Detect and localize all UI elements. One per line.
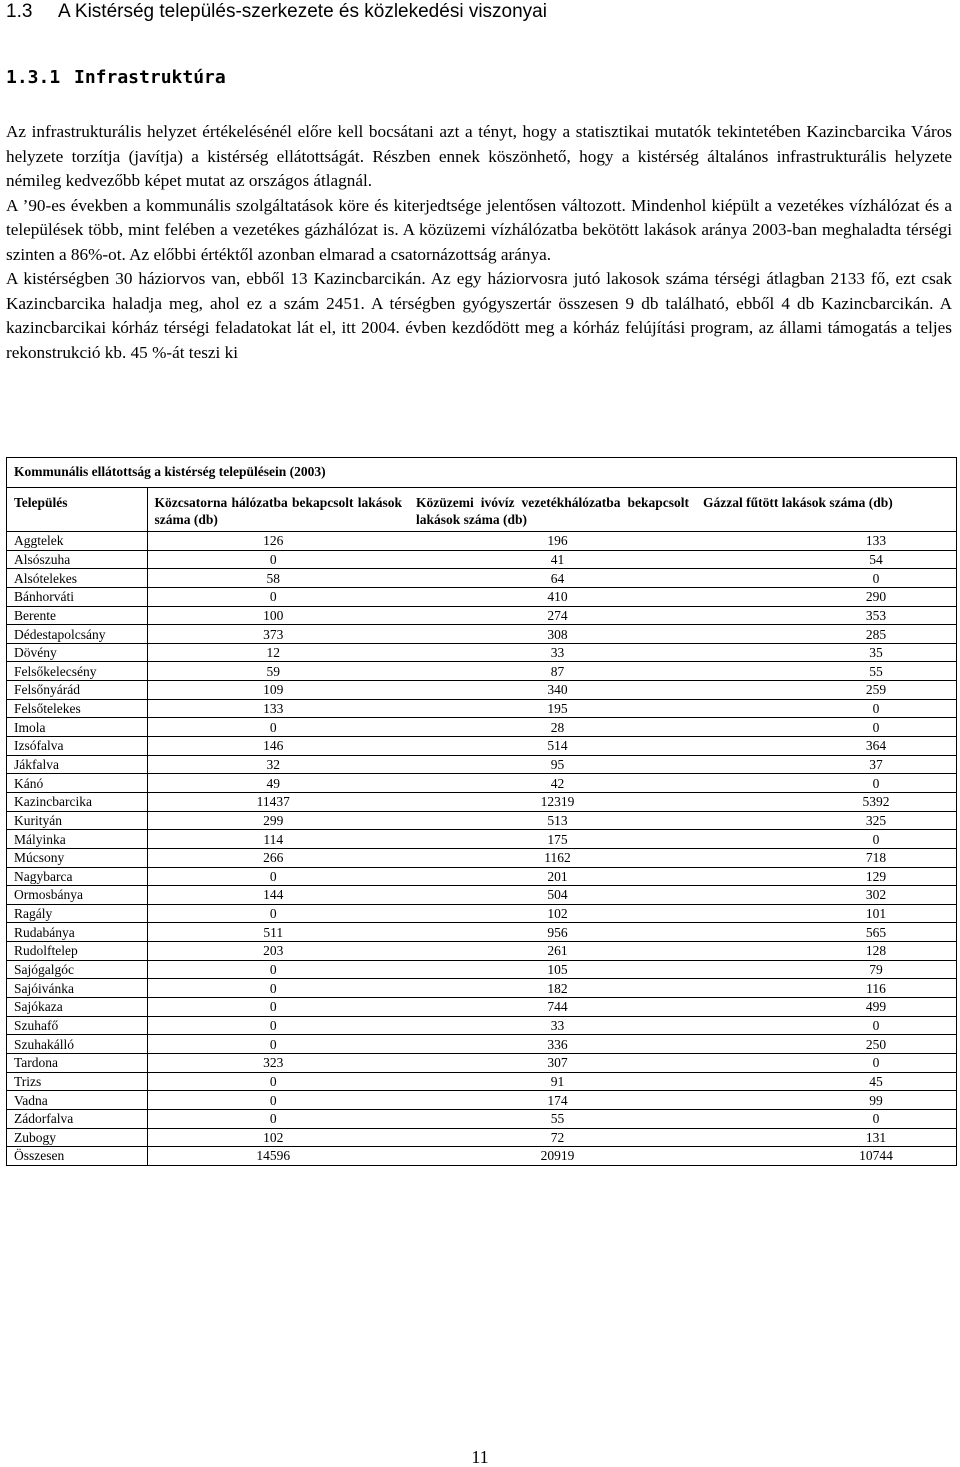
table-row [7,755,956,774]
cell-settlement: Ragály [7,904,147,923]
table-row [7,718,956,737]
cell-water: 513 [409,811,696,830]
cell-settlement: Aggtelek [7,532,147,551]
cell-water: 182 [409,979,696,998]
cell-gas: 131 [696,1128,956,1147]
cell-sewer: 0 [147,979,409,998]
cell-sewer: 114 [147,830,409,849]
cell-sewer: 0 [147,1035,409,1054]
cell-gas: 259 [696,681,956,700]
table-row [7,1109,956,1128]
cell-gas: 353 [696,606,956,625]
cell-water: 410 [409,587,696,606]
cell-settlement: Izsófalva [7,737,147,756]
cell-water: 55 [409,1109,696,1128]
cell-sewer: 266 [147,848,409,867]
cell-water: 744 [409,998,696,1017]
table-row [7,998,956,1017]
cell-sewer: 146 [147,737,409,756]
cell-sewer: 0 [147,1109,409,1128]
cell-sewer: 126 [147,532,409,551]
cell-gas: 0 [696,1109,956,1128]
cell-sewer: 203 [147,942,409,961]
cell-gas: 565 [696,923,956,942]
cell-water: 1162 [409,848,696,867]
cell-water: 33 [409,643,696,662]
cell-water: 174 [409,1091,696,1110]
body-text [6,120,952,365]
cell-sewer: 0 [147,1016,409,1035]
cell-water: 72 [409,1128,696,1147]
cell-sewer: 299 [147,811,409,830]
table-row [7,904,956,923]
cell-settlement: Berente [7,606,147,625]
cell-settlement: Kurityán [7,811,147,830]
table-row [7,737,956,756]
cell-settlement: Zádorfalva [7,1109,147,1128]
cell-settlement: Mályinka [7,830,147,849]
communal-services-table [6,457,957,1166]
table-row [7,699,956,718]
cell-settlement: Sajóivánka [7,979,147,998]
cell-gas: 0 [696,718,956,737]
column-header-sewer: Közcsatorna hálózatba bekapcsolt lakások száma (db) [154,495,402,527]
cell-gas: 37 [696,755,956,774]
cell-settlement: Trizs [7,1072,147,1091]
cell-settlement: Felsőnyárád [7,681,147,700]
cell-water: 41 [409,550,696,569]
cell-sewer: 14596 [147,1147,409,1165]
table-row [7,1128,956,1147]
cell-gas: 5392 [696,792,956,811]
cell-settlement: Jákfalva [7,755,147,774]
cell-settlement: Zubogy [7,1128,147,1147]
table-row [7,848,956,867]
table-caption: Kommunális ellátottság a kistérség településein (2003) [7,458,956,488]
cell-settlement: Szuhakálló [7,1035,147,1054]
cell-settlement: Vadna [7,1091,147,1110]
section-heading [6,0,547,24]
cell-settlement: Rudolftelep [7,942,147,961]
section-title: A Kistérség település-szerkezete és közlekedési viszonyai [58,1,547,22]
cell-water: 87 [409,662,696,681]
cell-gas: 128 [696,942,956,961]
table-row [7,1035,956,1054]
cell-sewer: 100 [147,606,409,625]
cell-settlement: Rudabánya [7,923,147,942]
cell-gas: 0 [696,830,956,849]
cell-water: 504 [409,886,696,905]
cell-sewer: 0 [147,998,409,1017]
table-header-row [7,488,956,532]
cell-water: 42 [409,774,696,793]
cell-settlement: Kazincbarcika [7,792,147,811]
table-row [7,1147,956,1165]
cell-water: 261 [409,942,696,961]
cell-settlement: Kánó [7,774,147,793]
subsection-number: 1.3.1 [6,67,61,88]
cell-water: 105 [409,960,696,979]
cell-water: 956 [409,923,696,942]
cell-gas: 302 [696,886,956,905]
cell-sewer: 373 [147,625,409,644]
cell-water: 307 [409,1053,696,1072]
cell-sewer: 323 [147,1053,409,1072]
cell-water: 91 [409,1072,696,1091]
cell-sewer: 58 [147,569,409,588]
cell-gas: 499 [696,998,956,1017]
cell-water: 12319 [409,792,696,811]
cell-settlement: Múcsony [7,848,147,867]
cell-sewer: 0 [147,550,409,569]
cell-water: 20919 [409,1147,696,1165]
cell-gas: 101 [696,904,956,923]
cell-gas: 0 [696,569,956,588]
cell-gas: 55 [696,662,956,681]
table-row [7,923,956,942]
cell-gas: 54 [696,550,956,569]
cell-gas: 0 [696,1053,956,1072]
table-row [7,587,956,606]
subsection-title: Infrastruktúra [74,67,226,88]
cell-settlement: Nagybarca [7,867,147,886]
cell-water: 195 [409,699,696,718]
cell-settlement: Felsőtelekes [7,699,147,718]
paragraph: A kistérségben 30 háziorvos van, ebből 13 Kazincbarcikán. Az egy háziorvosra jutó lakosok száma térségi átlagban 2133 fő, ezt csak Kazincbarcika haladja meg, ahol ez a szám 2451. A térségben gyógyszertár összesen 9 db található, ebből 4 db Kazincbarcikán. A kazincbarcikai kórház térségi feladatokat lát el, itt 2004. évben kezdődött meg a kórház felújítási program, az állami támogatás a teljes rekonstrukció kb. 45 %-át teszi ki [6,269,952,362]
cell-sewer: 133 [147,699,409,718]
cell-water: 28 [409,718,696,737]
cell-sewer: 0 [147,587,409,606]
cell-gas: 364 [696,737,956,756]
cell-sewer: 12 [147,643,409,662]
cell-sewer: 0 [147,718,409,737]
cell-sewer: 0 [147,1072,409,1091]
column-header-gas: Gázzal fűtött lakások száma (db) [703,495,893,510]
cell-gas: 116 [696,979,956,998]
cell-sewer: 0 [147,867,409,886]
cell-water: 340 [409,681,696,700]
cell-water: 308 [409,625,696,644]
cell-water: 201 [409,867,696,886]
table-row [7,886,956,905]
table-row [7,960,956,979]
cell-gas: 10744 [696,1147,956,1165]
cell-settlement: Bánhorváti [7,587,147,606]
cell-gas: 79 [696,960,956,979]
table-row [7,550,956,569]
cell-sewer: 0 [147,960,409,979]
cell-water: 33 [409,1016,696,1035]
paragraph: A ’90-es években a kommunális szolgáltatások köre és kiterjedtsége jelentősen változott. Mindenhol kiépült a vezetékes vízhálózat és a települések több, mint felében a vezetékes gázhálózat is. A közüzemi vízhálózatba bekötött lakások aránya 2003-ban meghaladta térségi szinten a 86%-ot. Az előbbi értéktől azonban elmarad a csatornázottság aránya. [6,195,952,264]
cell-settlement: Tardona [7,1053,147,1072]
cell-sewer: 0 [147,1091,409,1110]
cell-water: 175 [409,830,696,849]
table-row [7,811,956,830]
cell-sewer: 59 [147,662,409,681]
cell-water: 514 [409,737,696,756]
cell-gas: 250 [696,1035,956,1054]
cell-gas: 45 [696,1072,956,1091]
cell-gas: 0 [696,774,956,793]
cell-water: 95 [409,755,696,774]
cell-gas: 285 [696,625,956,644]
cell-sewer: 109 [147,681,409,700]
cell-sewer: 144 [147,886,409,905]
table-row [7,942,956,961]
cell-gas: 35 [696,643,956,662]
cell-sewer: 102 [147,1128,409,1147]
cell-water: 196 [409,532,696,551]
column-header-settlement: Település [7,488,147,532]
cell-gas: 325 [696,811,956,830]
cell-sewer: 11437 [147,792,409,811]
cell-water: 64 [409,569,696,588]
table-row [7,774,956,793]
cell-settlement: Dövény [7,643,147,662]
table-row [7,1053,956,1072]
table-row [7,662,956,681]
table-row [7,625,956,644]
page-number: 11 [471,1447,489,1467]
cell-water: 274 [409,606,696,625]
cell-settlement: Sajógalgóc [7,960,147,979]
cell-settlement: Alsótelekes [7,569,147,588]
paragraph: Az infrastrukturális helyzet értékelésénél előre kell bocsátani azt a tényt, hogy a statisztikai mutatók tekintetében Kazincbarcika Város helyzete torzítja (javítja) a kistérség ellátottságát. Részben ennek köszönhető, hogy a kistérség általános infrastrukturális helyzete némileg kedvezőbb képet mutat az országos átlagnál. [6,122,952,190]
cell-gas: 718 [696,848,956,867]
cell-water: 336 [409,1035,696,1054]
table-row [7,830,956,849]
cell-settlement: Ormosbánya [7,886,147,905]
table-row [7,1016,956,1035]
cell-sewer: 511 [147,923,409,942]
table-row [7,569,956,588]
table-row [7,979,956,998]
cell-settlement: Szuhafő [7,1016,147,1035]
section-number: 1.3 [6,1,33,22]
table-row [7,681,956,700]
table-row [7,606,956,625]
subsection-heading [6,66,226,90]
cell-settlement: Felsőkelecsény [7,662,147,681]
cell-gas: 133 [696,532,956,551]
cell-sewer: 49 [147,774,409,793]
cell-sewer: 32 [147,755,409,774]
cell-settlement: Alsószuha [7,550,147,569]
cell-settlement: Összesen [7,1147,147,1165]
column-header-water: Közüzemi ivóvíz vezetékhálózatba bekapcsolt lakások száma (db) [416,495,689,527]
data-table [7,488,956,1165]
table-row [7,792,956,811]
table-row [7,532,956,551]
cell-gas: 0 [696,699,956,718]
cell-sewer: 0 [147,904,409,923]
table-row [7,1091,956,1110]
cell-settlement: Imola [7,718,147,737]
cell-settlement: Sajókaza [7,998,147,1017]
cell-gas: 0 [696,1016,956,1035]
table-row [7,643,956,662]
cell-gas: 290 [696,587,956,606]
table-row [7,867,956,886]
cell-water: 102 [409,904,696,923]
table-row [7,1072,956,1091]
cell-settlement: Dédestapolcsány [7,625,147,644]
cell-gas: 129 [696,867,956,886]
cell-gas: 99 [696,1091,956,1110]
